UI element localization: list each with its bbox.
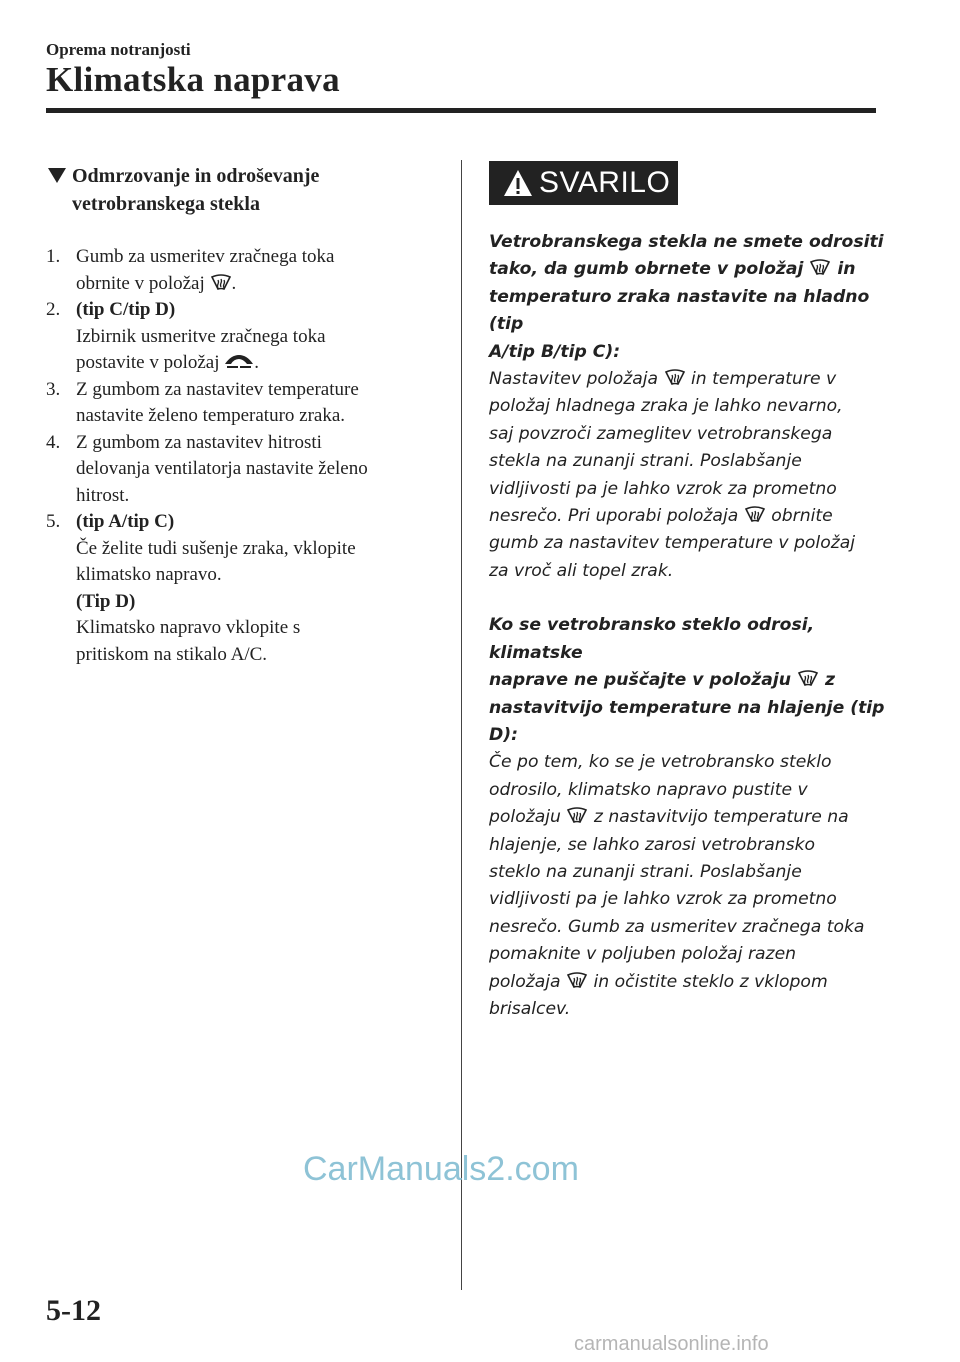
step-3: [46, 377, 446, 430]
step-text: postavite v položaj .: [76, 352, 260, 373]
section-label: Oprema notranjosti: [46, 40, 191, 59]
warning-paragraph-4: Če po tem, ko se je vetrobransko steklo odrosilo, klimatsko napravo pustite v položaju z nastavitvijo temperature na hlajenje, se lahko zarosi vetrobransko steklo na zunanji strani. Poslabšanje vidljivosti pa je lahko vzrok za prometno nesrečo. Gumb za usmeritev zračnega toka pomaknite v poljuben položaj razen položaja in očistite steklo z vklopom brisalcev.: [489, 752, 865, 1019]
step-1: [46, 244, 446, 297]
step-number: 2.: [46, 299, 61, 320]
step-text: Z gumbom za nastavitev hitrosti: [76, 431, 322, 453]
step-number: 3.: [46, 378, 61, 400]
steps-list: [46, 244, 446, 668]
warning-triangle-icon: [503, 169, 533, 197]
step-2: [46, 297, 446, 377]
step-text: Gumb za usmeritev zračnega toka: [76, 246, 335, 267]
step-number: 5.: [46, 511, 61, 532]
step-text: hitrost.: [76, 484, 130, 506]
sub-heading: [46, 162, 446, 218]
page-title: Klimatska naprava: [46, 60, 340, 99]
windshield-defroster-icon: [797, 670, 819, 687]
step-text: obrnite v položaj .: [76, 272, 237, 294]
watermark: CarManuals2.com: [303, 1150, 579, 1188]
windshield-defroster-icon: [664, 369, 686, 386]
step-number: 1.: [46, 246, 61, 267]
warning-paragraph-1: Vetrobranskega stekla ne smete odrositi tako, da gumb obrnete v položaj in temperaturo zraka nastavite na hladno (tip A/tip B/tip C):: [489, 232, 884, 362]
step-tag: (tip C/tip D): [76, 299, 176, 320]
step-text: klimatsko napravo.: [76, 564, 222, 585]
page-number: 5-12: [46, 1294, 101, 1327]
left-column: [46, 162, 446, 668]
header-rule: [46, 108, 876, 113]
step-tag: (tip A/tip C): [76, 511, 175, 532]
sub-heading-line2: vetrobranskega stekla: [72, 193, 260, 215]
airflow-mode-icon: [224, 352, 254, 370]
windshield-defroster-icon: [210, 274, 232, 291]
warning-badge: [489, 161, 678, 205]
step-text: Z gumbom za nastavitev temperature: [76, 378, 359, 400]
step-text: nastavite želeno temperaturo zraka.: [76, 405, 346, 426]
triangle-bullet-icon: [48, 168, 66, 183]
windshield-defroster-icon: [744, 506, 766, 523]
step-tag: (Tip D): [76, 590, 136, 612]
warning-label: SVARILO: [539, 166, 671, 199]
warning-text: [489, 229, 889, 1023]
windshield-defroster-icon: [566, 972, 588, 989]
column-divider: [461, 160, 462, 1290]
warning-paragraph-3: Ko se vetrobransko steklo odrosi, klimatske naprave ne puščajte v položaju z nastavitvijo temperature na hlajenje (tip D):: [489, 615, 885, 745]
step-5: [46, 509, 446, 668]
sub-heading-line1: Odmrzovanje in odroševanje: [72, 165, 320, 187]
step-text: Klimatsko napravo vklopite s: [76, 617, 301, 638]
step-text: Izbirnik usmeritve zračnega toka: [76, 325, 326, 347]
step-text: delovanja ventilatorja nastavite želeno: [76, 458, 368, 479]
step-text: Če želite tudi sušenje zraka, vklopite: [76, 537, 356, 559]
step-text: pritiskom na stikalo A/C.: [76, 643, 268, 665]
windshield-defroster-icon: [809, 259, 831, 276]
step-number: 4.: [46, 431, 61, 453]
footer-watermark: carmanualsonline.info: [574, 1333, 769, 1355]
step-4: [46, 430, 446, 510]
warning-paragraph-2: Nastavitev položaja in temperature v položaj hladnega zraka je lahko nevarno, saj povzroči zameglitev vetrobranskega stekla na zunanji strani. Poslabšanje vidljivosti pa je lahko vzrok za prometno nesrečo. Pri uporabi položaja obrnite gumb za nastavitev temperature v položaj za vroč ali topel zrak.: [489, 369, 856, 581]
paragraph-gap: [489, 585, 889, 612]
windshield-defroster-icon: [566, 807, 588, 824]
